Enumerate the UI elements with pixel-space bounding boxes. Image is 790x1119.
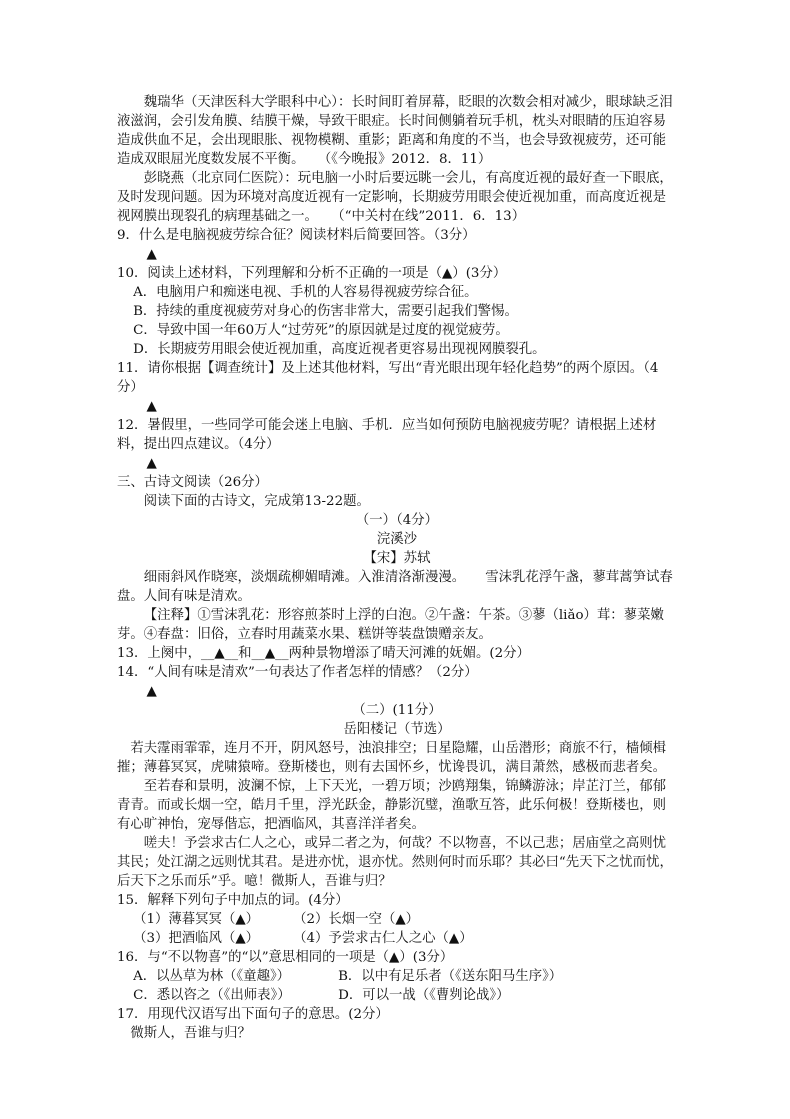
question-13: 13．上阕中，__▲__和__▲__两种景物增添了晴天河滩的妩媚。(2分） [117,646,530,661]
section-3-intro: 阅读下面的古诗文，完成第13-22题。 [143,494,370,509]
q15-row-1 [117,910,677,929]
q15-item-4: （4）予尝求古仁人之心（▲） [293,931,473,946]
section-3-heading: 三、古诗文阅读（26分） [117,475,268,490]
reading-paragraph-1: 魏瑞华（天津医科大学眼科中心）：长时间盯着屏幕，眨眼的次数会相对减少，眼球缺乏泪液滋润，会引发角膜、结膜干燥，导致干眼症。长时间侧躺着玩手机，枕头对眼睛的压迫容易造成供血不足，会出现眼胀、视物模糊、重影；距离和角度的不当，也会导致视疲劳，还可能造成双眼屈光度数发展不平衡。 （《今晚报》2012．8．11） [117,95,673,167]
question-9: 9．什么是电脑视疲劳综合征？阅读材料后简要回答。（3分） [117,228,476,243]
question-17: 17．用现代汉语写出下面句子的意思。(2分） [117,1007,389,1022]
answer-mark: ▲ [146,684,157,699]
q10-option-d: D．长期疲劳用眼会使近视加重，高度近视者更容易出现视网膜裂孔。 [133,342,546,357]
answer-mark: ▲ [146,399,157,414]
poem-text: 细雨斜风作晓寒，淡烟疏柳媚晴滩。入淮清洛渐漫漫。 雪沫乳花浮午盏，蓼茸蒿笋试春盘。人间有味是清欢。 [117,570,673,604]
q10-option-b: B．持续的重度视疲劳对身心的伤害非常大，需要引起我们警惕。 [133,304,518,319]
q10-option-a: A．电脑用户和痴迷电视、手机的人容易得视疲劳综合征。 [133,285,478,300]
q15-item-2: （2）长烟一空（▲） [293,912,420,927]
question-16: 16．与“不以物喜”的“以”意思相同的一项是（▲）(3分） [117,950,454,965]
q10-option-c: C．导致中国一年60万人“过劳死”的原因就是过度的视觉疲劳。 [133,323,509,338]
part-2-label: （二）(11分） [352,703,442,718]
q16-option-a: A．以丛草为林（《童趣》） [133,969,291,984]
poem-author: 【宋】苏轼 [363,551,431,566]
q17-sentence: 微斯人，吾谁与归？ [130,1026,251,1041]
answer-mark: ▲ [146,247,157,262]
answer-mark: ▲ [146,456,157,471]
q15-item-3: （3）把酒临风（▲） [133,931,260,946]
q16-option-d: D．可以一战（《曹刿论战》） [338,988,510,1003]
prose-title: 岳阳楼记（节选） [343,722,451,737]
question-15: 15．解释下列句子中加点的词。(4分） [117,893,349,908]
page-content [117,93,677,1043]
question-10: 10．阅读上述材料，下列理解和分析不正确的一项是（▲）(3分） [117,266,507,281]
q16-option-c: C．悉以咨之（《出师表》） [133,988,291,1003]
question-11: 11．请你根据【调查统计】及上述其他材料，写出“青光眼出现年轻化趋势”的两个原因。（4分） [117,361,659,395]
question-14: 14．“人间有味是清欢”一句表达了作者怎样的情感？（2分） [117,665,478,680]
q16-row-2 [117,986,677,1005]
q16-row-1 [117,967,677,986]
prose-paragraph-3: 嗟夫！予尝求古仁人之心，或异二者之为，何哉？不以物喜，不以己悲；居庙堂之高则忧其民；处江湖之远则忧其君。是进亦忧，退亦忧。然则何时而乐耶？其必曰“先天下之忧而忧，后天下之乐而乐”乎。噫！微斯人，吾谁与归？ [117,836,673,889]
part-1-label: （一）（4分） [355,513,439,528]
q15-row-2 [117,929,677,948]
prose-paragraph-1: 若夫霪雨霏霏，连月不开，阴风怒号，浊浪排空；日星隐耀，山岳潜形；商旅不行，樯倾楫摧；薄暮冥冥，虎啸猿啼。登斯楼也，则有去国怀乡，忧谗畏讥，满目萧然，感极而悲者矣。 [117,741,667,775]
reading-paragraph-2: 彭晓燕（北京同仁医院）：玩电脑一小时后要远眺一会儿，有高度近视的最好查一下眼底，及时发现问题。因为环境对高度近视有一定影响，长期疲劳用眼会使近视加重，而高度近视是视网膜出现裂孔的病理基础之一。 （“中关村在线”2011．6．13） [117,171,673,224]
question-12: 12．暑假里，一些同学可能会迷上电脑、手机．应当如何预防电脑视疲劳呢？请根据上述材料，提出四点建议。（4分） [117,418,657,452]
poem-notes: 【注释】①雪沫乳花：形容煎茶时上浮的白泡。②午盏：午茶。③蓼（liǎo）茸：蓼菜嫩芽。④春盘：旧俗，立春时用蔬菜水果、糕饼等装盘馈赠亲友。 [117,608,664,642]
prose-paragraph-2: 至若春和景明，波澜不惊，上下天光，一碧万顷；沙鸥翔集，锦鳞游泳；岸芷汀兰，郁郁青青。而或长烟一空，皓月千里，浮光跃金，静影沉璧，渔歌互答，此乐何极！登斯楼也，则有心旷神怡，宠辱偕忘，把酒临风，其喜洋洋者矣。 [117,779,667,832]
poem-title: 浣溪沙 [376,532,418,547]
q16-option-b: B．以中有足乐者（《送东阳马生序》） [338,969,563,984]
q15-item-1: （1）薄暮冥冥（▲） [133,912,260,927]
